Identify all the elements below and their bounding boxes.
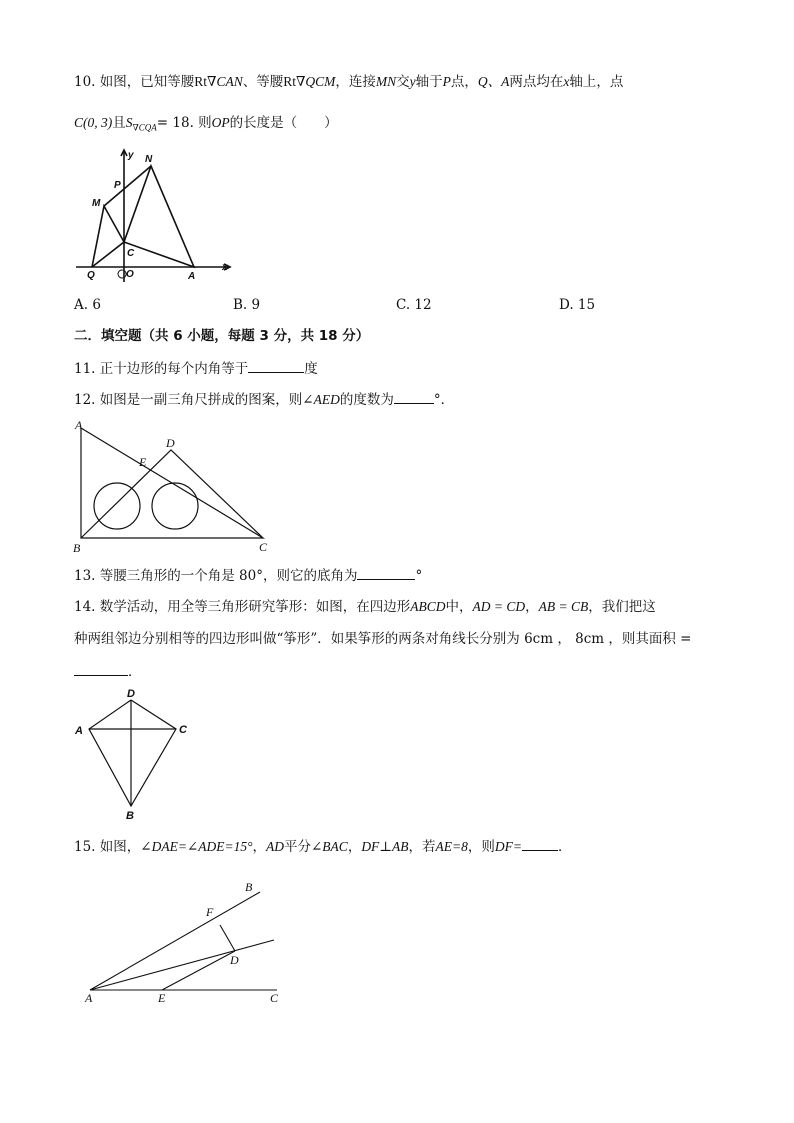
q14-text-c: ， (525, 599, 539, 615)
q10-text-2a: 且 (112, 115, 126, 131)
q15-text-g: ． (557, 839, 572, 855)
q15-label-d: D (230, 953, 239, 967)
q13-text-a: 13. 等腰三角形的一个角是 80°，则它的底角为 (74, 568, 358, 584)
q10-option-c: C. 12 (396, 297, 432, 313)
q14-text-d: ，我们把这 (588, 599, 656, 615)
q10-y: y (409, 74, 416, 89)
q10-text-2c: 的长度是（ ） (229, 115, 338, 131)
q15-cond: ∠DAE=∠ADE=15° (140, 839, 253, 854)
q12-label-d: D (166, 436, 175, 450)
q10-mn: MN (375, 74, 397, 89)
q13-text-b: ° (415, 568, 423, 584)
q10-p: P (442, 74, 451, 89)
q12-angle: ∠AED (302, 392, 340, 407)
q15-label-b: B (245, 880, 253, 894)
q15 (74, 836, 571, 857)
q14-line3 (74, 661, 142, 682)
q15-label-c: C (270, 991, 279, 1005)
section-heading: 二．填空题（共 6 小题，每题 3 分，共 18 分） (74, 328, 370, 344)
q14-label-a: A (75, 725, 83, 737)
q10-text-c: ，连接 (335, 74, 376, 90)
q10-s-sub: ∇CQA (132, 122, 157, 133)
q14-text-a: 14. 数学活动，用全等三角形研究筝形：如图，在四边形 (74, 599, 411, 615)
q15-text-c: 平分 (284, 839, 311, 855)
q10-rt2: Rt (283, 74, 296, 89)
q10-text-2b: . 则 (189, 115, 212, 131)
q12-text-c: °． (433, 392, 455, 408)
q14-label-c: C (179, 724, 187, 736)
q14-end: ． (128, 664, 142, 680)
q10-text-d: 交 (396, 74, 410, 90)
q10-eq18: = 18 (156, 115, 190, 131)
q12-label-e: E (139, 455, 147, 469)
q12-label-c: C (259, 540, 268, 554)
q15-blank (522, 836, 558, 851)
q12-blank (394, 389, 434, 404)
q10-label-q: Q (87, 270, 95, 281)
q10-label-c: C (127, 248, 135, 259)
q10-tri2: ∇QCM (295, 74, 336, 89)
q12-figure (72, 416, 282, 556)
q15-df: DF= (494, 839, 522, 854)
q14-label-b: B (126, 810, 134, 822)
q11-blank (248, 358, 304, 373)
q10-option-a: A. 6 (74, 297, 101, 313)
q15-label-e: E (158, 991, 166, 1005)
q10-label-o: O (126, 269, 134, 280)
q10-label-m: M (92, 198, 101, 209)
q10-option-d: D. 15 (559, 297, 596, 313)
q15-text-b: ， (252, 839, 266, 855)
q13-blank (357, 565, 415, 580)
q10-figure (72, 146, 232, 286)
q14-label-d: D (127, 688, 135, 700)
q11-text-b: 度 (304, 361, 318, 377)
q10-text-a: 10. 如图，已知等腰 (74, 74, 195, 90)
q10-label-a: A (188, 271, 196, 282)
q15-label-f: F (206, 905, 214, 919)
q12 (74, 389, 454, 410)
q11-text-a: 11. 正十边形的每个内角等于 (74, 361, 249, 377)
q10-text-h: 轴上，点 (569, 74, 624, 90)
q10-op: OP (211, 115, 230, 130)
q15-text-f: ，则 (467, 839, 495, 855)
q10-label-n: N (145, 154, 153, 165)
q12-text-b: 的度数为 (339, 392, 394, 408)
q10-rt1: Rt (194, 74, 208, 89)
q10-label-p: P (114, 180, 121, 191)
q14-blank (74, 661, 128, 676)
q14-line1 (74, 597, 656, 617)
q10-text-e: 轴于 (415, 74, 443, 90)
q10-s: S (125, 115, 133, 130)
q10-text-g: 两点均在 (509, 74, 564, 90)
q14-text-b: 中， (445, 599, 473, 615)
q15-ae: AE=8 (435, 839, 468, 854)
q15-ad: AD (266, 839, 284, 854)
q11 (74, 358, 318, 379)
q13 (74, 565, 422, 586)
q10-x: x (563, 74, 570, 89)
q15-bac: ∠BAC (311, 839, 348, 854)
q10-line1 (74, 72, 623, 92)
q14-figure (72, 686, 202, 822)
q15-text-a: 15. 如图， (74, 839, 141, 855)
q10-line2 (74, 113, 338, 138)
q10-qa: Q、A (477, 74, 510, 89)
q12-text-a: 12. 如图是一副三角尺拼成的图案，则 (74, 392, 303, 408)
q14-abcb: AB = CB (538, 599, 589, 614)
q10-label-x: x (222, 262, 228, 273)
q10-tri1: ∇CAN (207, 74, 243, 89)
q12-label-a: A (75, 418, 83, 432)
q10-point-c: C(0, 3) (74, 115, 113, 130)
q15-dfab: DF⊥AB (361, 839, 409, 854)
q10-text-b: 、等腰 (242, 74, 284, 90)
q15-figure (82, 878, 302, 1008)
q14-adcd: AD = CD (472, 599, 526, 614)
q10-option-b: B. 9 (233, 297, 261, 313)
q15-text-e: ，若 (408, 839, 436, 855)
q15-label-a: A (85, 991, 93, 1005)
q12-label-b: B (73, 541, 81, 555)
q14-abcd: ABCD (410, 599, 446, 614)
q15-text-d: ， (347, 839, 362, 855)
q10-text-f: 点， (450, 74, 478, 90)
q14-line2: 种两组邻边分别相等的四边形叫做“筝形”．如果筝形的两条对角线长分别为 6cm ， 8cm ，则其面积 = (74, 631, 692, 647)
q10-label-y: y (128, 150, 134, 161)
